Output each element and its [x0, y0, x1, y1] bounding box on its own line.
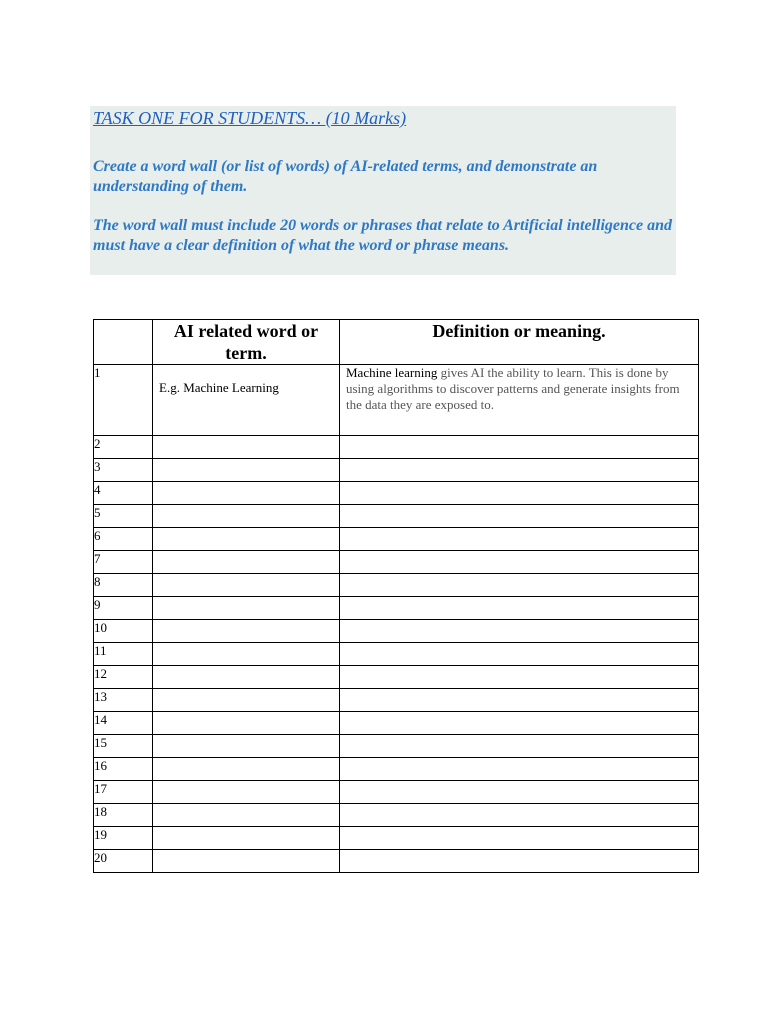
- table-row: [94, 643, 699, 666]
- table-row: [94, 712, 699, 735]
- definition-cell[interactable]: [340, 365, 699, 436]
- table-row: [94, 528, 699, 551]
- header-number: [94, 320, 153, 365]
- definition-cell[interactable]: [340, 551, 699, 574]
- row-number: 7: [94, 551, 153, 574]
- definition-cell[interactable]: [340, 827, 699, 850]
- table-row: [94, 850, 699, 873]
- term-cell[interactable]: [153, 643, 340, 666]
- term-cell[interactable]: [153, 597, 340, 620]
- term-cell[interactable]: [153, 689, 340, 712]
- table-row: [94, 758, 699, 781]
- definition-cell[interactable]: [340, 643, 699, 666]
- term-cell[interactable]: [153, 459, 340, 482]
- table-row: [94, 735, 699, 758]
- row-number: 5: [94, 505, 153, 528]
- term-cell[interactable]: [153, 758, 340, 781]
- definition-cell[interactable]: [340, 735, 699, 758]
- definition-cell[interactable]: [340, 758, 699, 781]
- row-number: 13: [94, 689, 153, 712]
- example-term: E.g. Machine Learning: [159, 380, 279, 395]
- table-row: [94, 597, 699, 620]
- term-cell[interactable]: [153, 666, 340, 689]
- term-cell[interactable]: [153, 620, 340, 643]
- header-definition: Definition or meaning.: [340, 320, 699, 365]
- table-row: [94, 666, 699, 689]
- row-number: 1: [94, 365, 153, 436]
- row-number: 9: [94, 597, 153, 620]
- definition-cell[interactable]: [340, 781, 699, 804]
- definition-cell[interactable]: [340, 620, 699, 643]
- example-definition-rest: gives AI the ability to learn. This is done by using algorithms to discover patterns and generate insights from the data they are exposed to.: [346, 365, 680, 412]
- example-definition: [340, 365, 698, 413]
- table-row: [94, 781, 699, 804]
- row-number: 11: [94, 643, 153, 666]
- table-row: [94, 551, 699, 574]
- row-number: 10: [94, 620, 153, 643]
- term-cell[interactable]: [153, 712, 340, 735]
- row-number: 12: [94, 666, 153, 689]
- word-wall-table: [93, 319, 699, 873]
- definition-cell[interactable]: [340, 850, 699, 873]
- table-row: [94, 804, 699, 827]
- definition-cell[interactable]: [340, 482, 699, 505]
- definition-cell[interactable]: [340, 712, 699, 735]
- table-row-example: [94, 365, 699, 436]
- term-cell[interactable]: [153, 505, 340, 528]
- row-number: 16: [94, 758, 153, 781]
- term-cell[interactable]: [153, 850, 340, 873]
- term-cell[interactable]: [153, 574, 340, 597]
- row-number: 19: [94, 827, 153, 850]
- definition-cell[interactable]: [340, 459, 699, 482]
- term-cell[interactable]: [153, 436, 340, 459]
- table-row: [94, 505, 699, 528]
- term-cell[interactable]: [153, 827, 340, 850]
- row-number: 17: [94, 781, 153, 804]
- definition-cell[interactable]: [340, 436, 699, 459]
- term-cell[interactable]: [153, 735, 340, 758]
- definition-cell[interactable]: [340, 505, 699, 528]
- term-cell[interactable]: [153, 781, 340, 804]
- table-row: [94, 827, 699, 850]
- task-instruction-1: Create a word wall (or list of words) of AI-related terms, and demonstrate an understanding of them.: [93, 158, 598, 195]
- definition-cell[interactable]: [340, 597, 699, 620]
- table-header-row: [94, 320, 699, 365]
- term-cell[interactable]: [153, 365, 340, 436]
- definition-cell[interactable]: [340, 666, 699, 689]
- example-definition-lead: Machine learning: [346, 365, 438, 380]
- term-cell[interactable]: [153, 482, 340, 505]
- table-row: [94, 436, 699, 459]
- row-number: 20: [94, 850, 153, 873]
- task-instruction-2: The word wall must include 20 words or phrases that relate to Artificial intelligence and must have a clear definition of what the word or phrase means.: [93, 217, 673, 254]
- definition-cell[interactable]: [340, 689, 699, 712]
- table-row: [94, 482, 699, 505]
- task-title: TASK ONE FOR STUDENTS… (10 Marks): [93, 108, 407, 128]
- table-row: [94, 620, 699, 643]
- row-number: 3: [94, 459, 153, 482]
- table-row: [94, 689, 699, 712]
- row-number: 14: [94, 712, 153, 735]
- definition-cell[interactable]: [340, 804, 699, 827]
- row-number: 8: [94, 574, 153, 597]
- row-number: 2: [94, 436, 153, 459]
- table-row: [94, 459, 699, 482]
- table-row: [94, 574, 699, 597]
- term-cell[interactable]: [153, 551, 340, 574]
- term-cell[interactable]: [153, 804, 340, 827]
- header-term: AI related word or term.: [153, 320, 340, 365]
- row-number: 15: [94, 735, 153, 758]
- row-number: 18: [94, 804, 153, 827]
- definition-cell[interactable]: [340, 574, 699, 597]
- term-cell[interactable]: [153, 528, 340, 551]
- definition-cell[interactable]: [340, 528, 699, 551]
- row-number: 6: [94, 528, 153, 551]
- row-number: 4: [94, 482, 153, 505]
